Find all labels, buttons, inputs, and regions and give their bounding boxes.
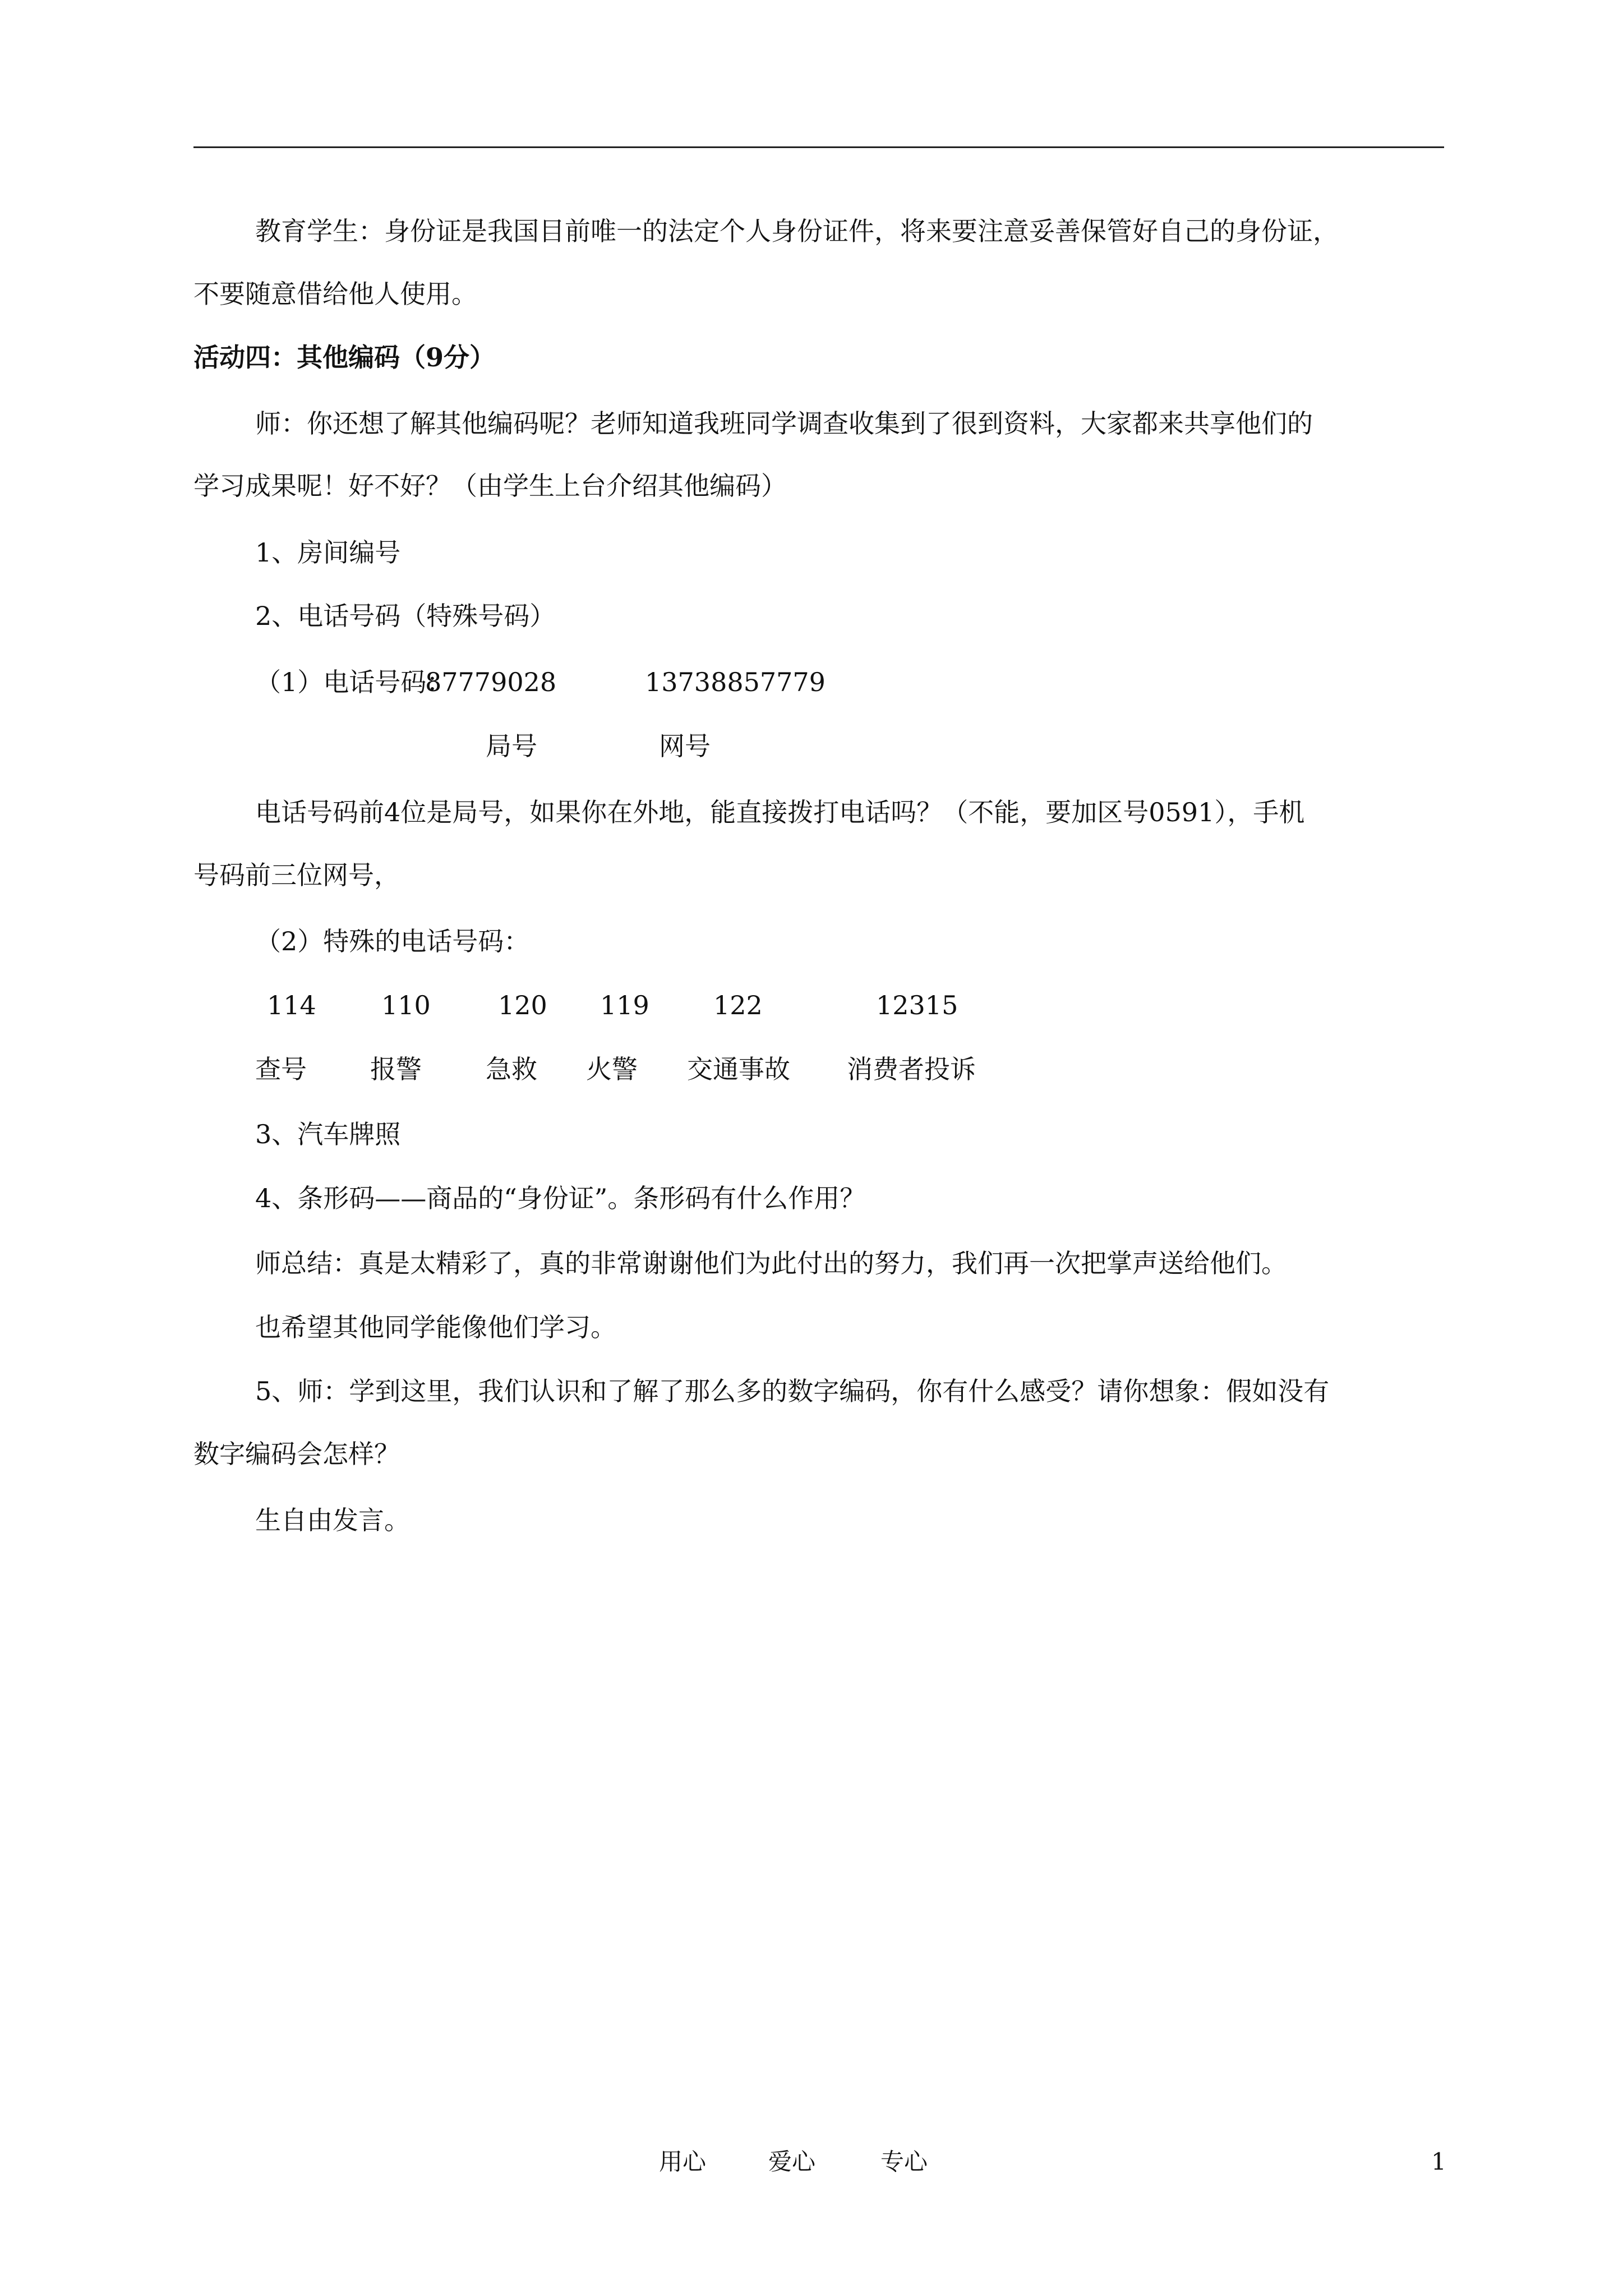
paragraph-line: 师总结：真是太精彩了，真的非常谢谢他们为此付出的努力，我们再一次把掌声送给他们。 [255, 1248, 1287, 1278]
special-number: 114 [267, 990, 316, 1020]
phone-part-label: 局号 [486, 731, 537, 761]
phone-number: 13738857779 [645, 667, 826, 697]
special-number: 120 [498, 990, 547, 1020]
paragraph-line: 不要随意借给他人使用。 [193, 279, 477, 309]
paragraph-line: 学习成果呢！好不好？（由学生上台介绍其他编码） [193, 471, 787, 501]
phone-part-label: 网号 [659, 731, 711, 761]
paragraph-line: 电话号码前4位是局号，如果你在外地，能直接拨打电话吗？（不能，要加区号0591），手机 [255, 797, 1305, 827]
paragraph-line: 号码前三位网号， [193, 860, 400, 890]
special-number-name: 消费者投诉 [847, 1054, 976, 1084]
list-item: 3、汽车牌照 [255, 1119, 401, 1149]
special-number-name: 交通事故 [687, 1054, 790, 1084]
paragraph-line: 教育学生：身份证是我国目前唯一的法定个人身份证件，将来要注意妥善保管好自己的身份证， [255, 216, 1339, 246]
special-numbers-label: （2）特殊的电话号码： [255, 926, 530, 956]
section-heading: 活动四：其他编码（9分） [193, 342, 496, 372]
special-number-name: 查号 [255, 1054, 307, 1084]
list-item: 2、电话号码（特殊号码） [255, 601, 556, 631]
special-number: 110 [381, 990, 431, 1020]
page-number: 1 [1431, 2148, 1446, 2175]
special-number: 12315 [876, 990, 958, 1020]
paragraph-line: 也希望其他同学能像他们学习。 [255, 1312, 616, 1342]
phone-label: （1）电话号码： [255, 667, 453, 697]
special-number-name: 报警 [370, 1054, 422, 1084]
list-item: 1、房间编号 [255, 537, 401, 568]
footer-motto: 爱心 [768, 2148, 816, 2175]
special-number-name: 急救 [486, 1054, 537, 1084]
footer-motto: 专心 [880, 2148, 928, 2175]
paragraph-line: 师：你还想了解其他编码呢？老师知道我班同学调查收集到了很到资料，大家都来共享他们的 [255, 408, 1313, 439]
footer-motto: 用心 [659, 2148, 707, 2175]
paragraph-line: 生自由发言。 [255, 1505, 410, 1535]
phone-number: 87779028 [425, 667, 557, 697]
header-rule [193, 146, 1444, 148]
special-number-name: 火警 [586, 1054, 638, 1084]
paragraph-line: 5、师：学到这里，我们认识和了解了那么多的数字编码，你有什么感受？请你想象：假如没有 [255, 1376, 1330, 1406]
paragraph-line: 数字编码会怎样？ [193, 1439, 400, 1469]
list-item: 4、条形码——商品的“身份证”。条形码有什么作用？ [255, 1183, 866, 1213]
special-number: 119 [600, 990, 649, 1020]
special-number: 122 [713, 990, 763, 1020]
